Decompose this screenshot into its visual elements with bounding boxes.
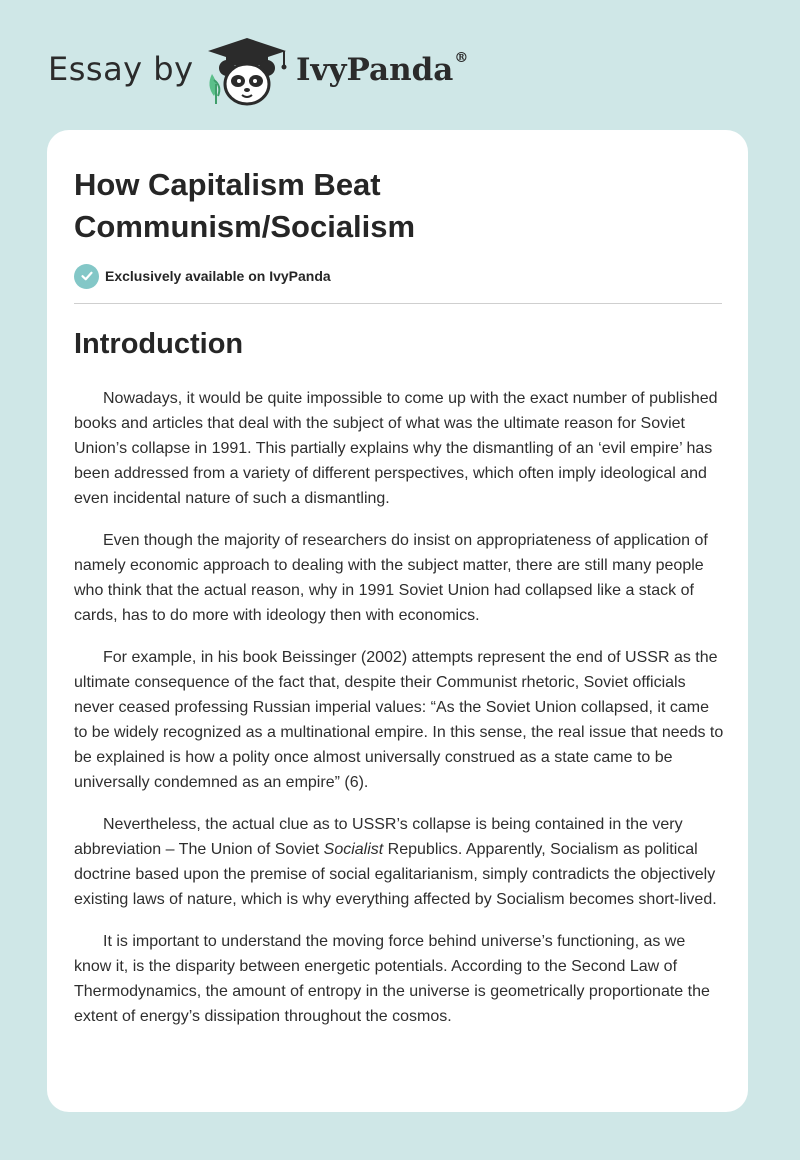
paragraph-4-emphasis: Socialist <box>323 841 384 858</box>
brand-name-text: IvyPanda <box>296 52 454 88</box>
paragraph-4 <box>74 812 726 912</box>
brand-prefix: Essay by <box>48 50 194 88</box>
exclusive-badge <box>74 263 331 289</box>
paragraph-5: It is important to understand the moving force behind universe’s functioning, as we know it, is the disparity between energetic potentials. According to the Second Law of Thermodynamics, the amount of entropy in the universe is geometrically proportionate the extent of energy’s dissipation throughout the cosmos. <box>74 933 710 1025</box>
brand-name[interactable] <box>296 52 468 88</box>
paragraph-4-part-2: Republics. Apparently, Socialism as political doctrine based upon the premise of social egalitarianism, simply contradicts the objectively existing laws of nature, which is why everything affected by Socialism becomes short-lived. <box>74 841 717 908</box>
site-header <box>48 34 748 114</box>
section-heading: Introduction <box>74 328 244 360</box>
exclusive-label: Exclusively available on IvyPanda <box>105 268 331 284</box>
essay-body <box>74 386 726 1046</box>
check-circle-icon <box>74 264 99 289</box>
paragraph-3: For example, in his book Beissinger (2002) attempts represent the end of USSR as the ultimate consequence of the fact that, despite their Communist rhetoric, Soviet officials never ceased professing Russian imperial values: “As the Soviet Union collapsed, it came to be widely recognized as a multinational empire. In this sense, the real issue that needs to be explained is how a polity once almost universally construed as a state came to be universally condemned as an empire” (6). <box>74 649 724 791</box>
paragraph-4-part-1: Nevertheless, the actual clue as to USSR’s collapse is being contained in the very abbreviation – The Union of Soviet <box>74 816 683 858</box>
registered-mark: ® <box>454 50 469 66</box>
divider <box>74 303 722 304</box>
paragraph-1: Nowadays, it would be quite impossible to come up with the exact number of published books and articles that deal with the subject of what was the ultimate reason for Soviet Union’s collapse in 1991. This partially explains why the dismantling of an ‘evil empire’ has been addressed from a variety of different perspectives, which often imply ideological and even incidental nature of such a dismantling. <box>74 390 718 507</box>
panda-logo-icon[interactable] <box>202 34 292 108</box>
essay-card <box>47 130 748 1112</box>
essay-title: How Capitalism Beat Communism/Socialism <box>74 167 416 244</box>
paragraph-2: Even though the majority of researchers do insist on appropriateness of application of namely economic approach to dealing with the subject matter, there are still many people who think that the actual reason, why in 1991 Soviet Union had collapsed like a stack of cards, has to do more with ideology then with economics. <box>74 532 708 624</box>
